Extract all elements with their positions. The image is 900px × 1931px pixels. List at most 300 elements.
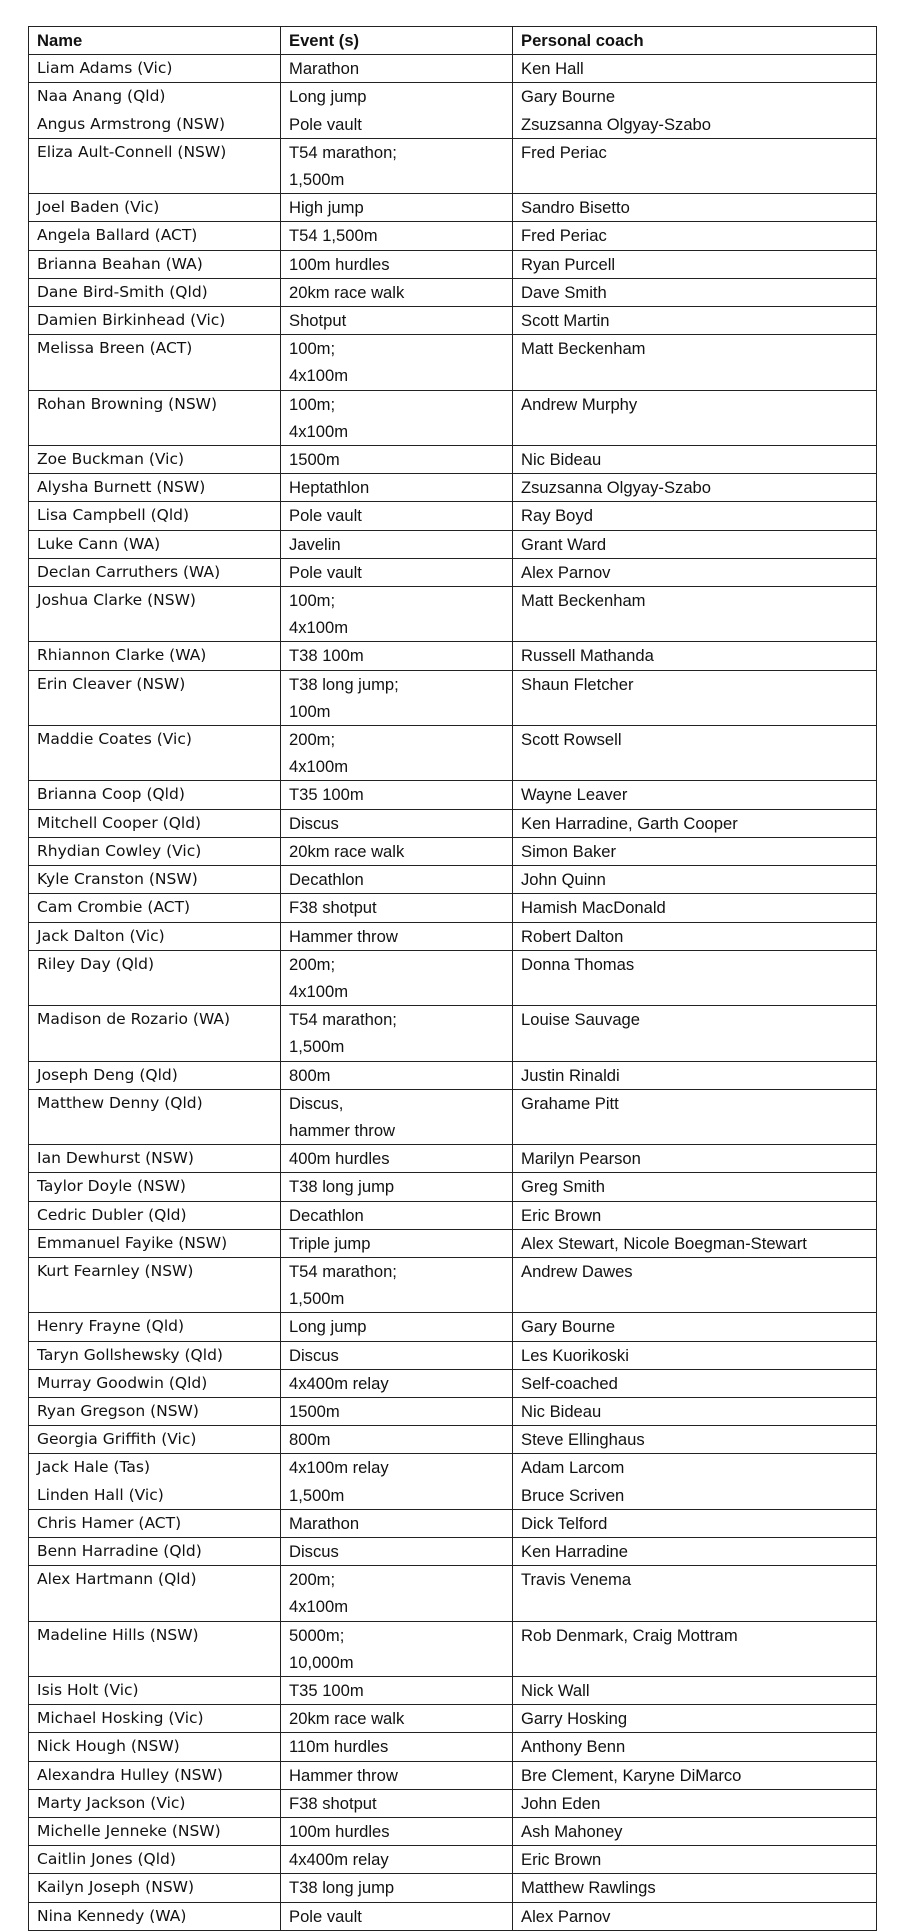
cell-coach-line: Zsuzsanna Olgyay-Szabo [521, 478, 712, 498]
table-row [29, 1201, 877, 1229]
cell-coach-line: Ken Hall [521, 59, 584, 79]
cell-event-line: 4x100m relay [289, 1458, 389, 1478]
cell-event [281, 866, 513, 894]
cell-name-line: Erin Cleaver (NSW) [37, 674, 186, 693]
cell-coach-line: Nick Wall [521, 1680, 590, 1700]
cell-event [281, 1006, 513, 1061]
cell-name-line: Angela Ballard (ACT) [37, 226, 198, 245]
cell-coach-line: Greg Smith [521, 1177, 605, 1197]
cell-coach [513, 1006, 877, 1061]
cell-coach [513, 558, 877, 586]
cell-name [29, 1369, 281, 1397]
cell-name-line: Brianna Coop (Qld) [37, 785, 185, 804]
cell-event [281, 642, 513, 670]
cell-event-line: 800m [289, 1430, 331, 1450]
cell-coach [513, 1061, 877, 1089]
cell-name-line: Ian Dewhurst (NSW) [37, 1149, 194, 1168]
cell-coach-line: Rob Denmark, Craig Mottram [521, 1625, 738, 1645]
cell-name-line: Taylor Doyle (NSW) [37, 1177, 186, 1196]
cell-event-line: 100m; [289, 339, 336, 359]
cell-coach-line: Shaun Fletcher [521, 674, 634, 694]
cell-name-line: Alex Hartmann (Qld) [37, 1570, 197, 1589]
table-row [29, 307, 877, 335]
cell-event [281, 1145, 513, 1173]
cell-name [29, 1621, 281, 1676]
cell-event [281, 1369, 513, 1397]
cell-coach-line: Fred Periac [521, 142, 607, 162]
cell-coach-line: Nic Bideau [521, 1401, 602, 1421]
cell-coach-line: Ash Mahoney [521, 1822, 623, 1841]
table-row [29, 1874, 877, 1902]
table-row [29, 138, 877, 193]
table-row [29, 502, 877, 530]
cell-coach [513, 726, 877, 781]
cell-name-line: Matthew Denny (Qld) [37, 1093, 203, 1112]
cell-coach [513, 194, 877, 222]
table-row [29, 1454, 877, 1509]
cell-event-line: hammer throw [289, 1120, 396, 1140]
cell-event-line: Pole vault [289, 506, 362, 526]
cell-event-line: Discus, [289, 1093, 344, 1113]
cell-event-line: 10,000m [289, 1652, 354, 1672]
table-row [29, 390, 877, 445]
cell-coach-line: Robert Dalton [521, 926, 624, 946]
cell-coach [513, 1089, 877, 1144]
table-row [29, 335, 877, 390]
cell-event-line: 4x100m [289, 757, 349, 777]
cell-name-line: Ryan Gregson (NSW) [37, 1401, 199, 1420]
cell-event-line: 4x100m [289, 421, 349, 441]
cell-name [29, 307, 281, 335]
cell-event [281, 55, 513, 83]
table-row [29, 866, 877, 894]
cell-name [29, 1089, 281, 1144]
cell-name [29, 558, 281, 586]
cell-event-line: Decathlon [289, 870, 364, 890]
cell-name-line: Kailyn Joseph (NSW) [37, 1878, 195, 1897]
cell-name [29, 1229, 281, 1257]
cell-coach-line: Marilyn Pearson [521, 1149, 641, 1169]
cell-name [29, 642, 281, 670]
cell-coach-line: Les Kuorikoski [521, 1345, 629, 1365]
table-row [29, 1509, 877, 1537]
cell-coach [513, 1733, 877, 1761]
cell-coach-line: Alex Parnov [521, 562, 611, 582]
table-row [29, 1257, 877, 1312]
cell-coach [513, 1621, 877, 1676]
cell-coach-line: Hamish MacDonald [521, 898, 666, 918]
cell-coach [513, 1257, 877, 1312]
cell-coach [513, 1426, 877, 1454]
cell-event-line: 100m; [289, 394, 336, 414]
cell-coach [513, 502, 877, 530]
cell-name [29, 1397, 281, 1425]
cell-name-line: Emmanuel Fayike (NSW) [37, 1233, 228, 1252]
cell-name [29, 1145, 281, 1173]
cell-name [29, 55, 281, 83]
cell-name-line: Rohan Browning (NSW) [37, 394, 218, 413]
cell-name-line: Joshua Clarke (NSW) [37, 591, 196, 610]
cell-coach [513, 922, 877, 950]
table-row [29, 781, 877, 809]
cell-coach-line: Ken Harradine, Garth Cooper [521, 813, 738, 833]
cell-event-line: Triple jump [289, 1233, 371, 1253]
cell-coach [513, 1509, 877, 1537]
cell-name [29, 1313, 281, 1341]
cell-event-line: 1500m [289, 1401, 340, 1421]
cell-coach [513, 1313, 877, 1341]
cell-event-line: 20km race walk [289, 282, 405, 302]
cell-coach-line: Eric Brown [521, 1205, 602, 1225]
cell-coach-line: Travis Venema [521, 1570, 632, 1590]
cell-coach [513, 446, 877, 474]
table-row [29, 1313, 877, 1341]
cell-name [29, 1201, 281, 1229]
table-row [29, 837, 877, 865]
cell-event-line: 1,500m [289, 1289, 345, 1309]
cell-name-line: Angus Armstrong (NSW) [37, 114, 226, 133]
cell-coach-line: Eric Brown [521, 1850, 602, 1870]
cell-name-line: Joseph Deng (Qld) [37, 1065, 178, 1084]
athlete-table-container [28, 26, 876, 1931]
cell-event [281, 194, 513, 222]
cell-name-line: Zoe Buckman (Vic) [37, 450, 185, 469]
cell-event-line: 1,500m [289, 170, 345, 190]
cell-event [281, 1061, 513, 1089]
table-row [29, 1761, 877, 1789]
cell-name-line: Cam Crombie (ACT) [37, 898, 191, 917]
cell-name-line: Eliza Ault-Connell (NSW) [37, 142, 227, 161]
cell-event [281, 83, 513, 138]
cell-name-line: Madeline Hills (NSW) [37, 1625, 199, 1644]
cell-event [281, 474, 513, 502]
cell-coach [513, 307, 877, 335]
cell-name-line: Benn Harradine (Qld) [37, 1541, 202, 1560]
cell-name-line: Rhiannon Clarke (WA) [37, 646, 207, 665]
cell-coach [513, 1341, 877, 1369]
cell-event-line: T35 100m [289, 785, 364, 805]
cell-name [29, 922, 281, 950]
table-row [29, 894, 877, 922]
cell-name [29, 1341, 281, 1369]
cell-name-line: Cedric Dubler (Qld) [37, 1205, 187, 1224]
cell-event [281, 222, 513, 250]
cell-name-line: Luke Cann (WA) [37, 534, 161, 553]
table-row [29, 1369, 877, 1397]
cell-event-line: 4x100m [289, 1597, 349, 1617]
cell-event-line: Marathon [289, 59, 360, 79]
cell-name [29, 83, 281, 138]
cell-coach-line: Scott Rowsell [521, 730, 622, 750]
cell-coach [513, 1789, 877, 1817]
cell-name-line: Rhydian Cowley (Vic) [37, 841, 202, 860]
cell-event [281, 1397, 513, 1425]
cell-coach-line: Donna Thomas [521, 954, 635, 974]
cell-name-line: Lisa Campbell (Qld) [37, 506, 190, 525]
cell-event-line: Javelin [289, 534, 341, 554]
cell-name-line: Riley Day (Qld) [37, 954, 154, 973]
cell-event [281, 502, 513, 530]
cell-event-line: Decathlon [289, 1205, 364, 1225]
cell-event-line: Pole vault [289, 114, 362, 134]
table-row [29, 1733, 877, 1761]
cell-event-line: 1500m [289, 450, 340, 470]
cell-event [281, 1229, 513, 1257]
cell-event-line: T54 marathon; [289, 142, 397, 162]
table-row [29, 1846, 877, 1874]
cell-name-line: Isis Holt (Vic) [37, 1680, 139, 1699]
table-row [29, 55, 877, 83]
cell-coach-line: Fred Periac [521, 226, 607, 246]
cell-coach-line: Matt Beckenham [521, 591, 646, 611]
table-row [29, 83, 877, 138]
cell-name [29, 250, 281, 278]
cell-name-line: Kurt Fearnley (NSW) [37, 1261, 194, 1280]
cell-event-line: T54 1,500m [289, 226, 378, 246]
table-row [29, 530, 877, 558]
table-row [29, 194, 877, 222]
cell-event-line: Long jump [289, 87, 367, 107]
cell-coach-line: Ryan Purcell [521, 254, 616, 274]
cell-coach-line: John Eden [521, 1793, 601, 1813]
cell-name-line: Linden Hall (Vic) [37, 1485, 164, 1504]
cell-name [29, 809, 281, 837]
cell-coach [513, 55, 877, 83]
table-row [29, 922, 877, 950]
cell-coach [513, 670, 877, 725]
cell-event-line: 20km race walk [289, 1709, 405, 1729]
cell-name-line: Naa Anang (Qld) [37, 87, 166, 106]
cell-name-line: Joel Baden (Vic) [37, 198, 160, 217]
cell-name [29, 138, 281, 193]
cell-coach [513, 1201, 877, 1229]
cell-event-line: 800m [289, 1065, 331, 1085]
cell-event [281, 781, 513, 809]
cell-name-line: Declan Carruthers (WA) [37, 562, 221, 581]
cell-name-line: Alysha Burnett (NSW) [37, 478, 206, 497]
cell-name-line: Caitlin Jones (Qld) [37, 1850, 176, 1869]
cell-event-line: T54 marathon; [289, 1261, 397, 1281]
table-row [29, 587, 877, 642]
cell-event-line: F38 shotput [289, 1793, 377, 1813]
cell-event-line: Heptathlon [289, 478, 370, 498]
cell-event [281, 670, 513, 725]
cell-name [29, 474, 281, 502]
cell-name-line: Murray Goodwin (Qld) [37, 1373, 208, 1392]
cell-name [29, 837, 281, 865]
cell-event [281, 278, 513, 306]
cell-coach-line: Dick Telford [521, 1513, 608, 1533]
cell-coach [513, 587, 877, 642]
cell-coach [513, 781, 877, 809]
cell-coach [513, 1397, 877, 1425]
cell-event [281, 390, 513, 445]
cell-name [29, 894, 281, 922]
header-row [29, 27, 877, 55]
cell-coach [513, 250, 877, 278]
cell-coach-line: Ken Harradine [521, 1541, 629, 1561]
cell-coach-line: Andrew Murphy [521, 394, 638, 414]
cell-coach-line: Matt Beckenham [521, 339, 646, 359]
cell-event-line: Long jump [289, 1317, 367, 1337]
table-row [29, 726, 877, 781]
cell-event [281, 1509, 513, 1537]
cell-name-line: Nick Hough (NSW) [37, 1737, 180, 1756]
cell-coach [513, 138, 877, 193]
cell-name [29, 781, 281, 809]
cell-event-line: 4x100m [289, 618, 349, 638]
cell-event [281, 1089, 513, 1144]
cell-event [281, 1257, 513, 1312]
cell-coach [513, 866, 877, 894]
cell-event-line: T38 long jump [289, 1177, 395, 1197]
cell-event-line: 400m hurdles [289, 1149, 390, 1169]
cell-event-line: T38 long jump; [289, 674, 399, 694]
table-row [29, 1676, 877, 1704]
cell-event [281, 250, 513, 278]
cell-event-line: 100m hurdles [289, 254, 390, 274]
cell-coach [513, 894, 877, 922]
cell-event-line: Discus [289, 1345, 339, 1365]
cell-event [281, 1537, 513, 1565]
table-row [29, 1566, 877, 1621]
cell-name [29, 1006, 281, 1061]
cell-event [281, 1789, 513, 1817]
cell-event [281, 1676, 513, 1704]
cell-name-line: Melissa Breen (ACT) [37, 339, 193, 358]
cell-event [281, 558, 513, 586]
cell-event [281, 1426, 513, 1454]
cell-coach-line: Bre Clement, Karyne DiMarco [521, 1765, 742, 1785]
cell-coach [513, 1566, 877, 1621]
cell-name-line: Henry Frayne (Qld) [37, 1317, 185, 1336]
cell-coach [513, 1229, 877, 1257]
cell-name [29, 1426, 281, 1454]
table-row [29, 446, 877, 474]
cell-event [281, 1566, 513, 1621]
cell-event-line: 100m hurdles [289, 1822, 390, 1841]
cell-coach [513, 390, 877, 445]
cell-coach-line: Bruce Scriven [521, 1485, 625, 1505]
cell-coach-line: Louise Sauvage [521, 1010, 641, 1030]
cell-name-line: Michael Hosking (Vic) [37, 1709, 204, 1728]
cell-event [281, 1818, 513, 1846]
cell-event [281, 1341, 513, 1369]
header-coach: Personal coach [513, 27, 877, 55]
cell-name [29, 502, 281, 530]
cell-name-line: Taryn Gollshewsky (Qld) [37, 1345, 223, 1364]
cell-event-line: 4x100m [289, 366, 349, 386]
cell-coach-line: Gary Bourne [521, 87, 616, 107]
cell-name [29, 1789, 281, 1817]
cell-coach-line: Zsuzsanna Olgyay-Szabo [521, 114, 712, 134]
cell-coach [513, 1705, 877, 1733]
cell-coach-line: Garry Hosking [521, 1709, 628, 1729]
cell-name-line: Maddie Coates (Vic) [37, 730, 192, 749]
table-row [29, 670, 877, 725]
cell-event [281, 1733, 513, 1761]
header-event: Event (s) [281, 27, 513, 55]
cell-name-line: Jack Dalton (Vic) [37, 926, 165, 945]
cell-coach-line: Ray Boyd [521, 506, 593, 526]
table-row [29, 1061, 877, 1089]
table-row [29, 1537, 877, 1565]
cell-event-line: Hammer throw [289, 1765, 398, 1785]
cell-event [281, 1313, 513, 1341]
cell-event [281, 587, 513, 642]
cell-name [29, 587, 281, 642]
cell-coach [513, 1818, 877, 1846]
table-row [29, 1173, 877, 1201]
table-row [29, 1145, 877, 1173]
cell-coach [513, 1369, 877, 1397]
cell-event [281, 1761, 513, 1789]
cell-name [29, 194, 281, 222]
cell-coach-line: Dave Smith [521, 282, 607, 302]
cell-name [29, 726, 281, 781]
cell-name [29, 1846, 281, 1874]
cell-coach [513, 1874, 877, 1902]
cell-event [281, 922, 513, 950]
cell-coach-line: Wayne Leaver [521, 785, 628, 805]
cell-event [281, 726, 513, 781]
cell-name [29, 1537, 281, 1565]
cell-event [281, 335, 513, 390]
cell-coach-line: John Quinn [521, 870, 606, 890]
cell-name-line: Alexandra Hulley (NSW) [37, 1765, 223, 1784]
cell-event-line: 4x100m [289, 981, 349, 1001]
table-row [29, 809, 877, 837]
cell-name [29, 1566, 281, 1621]
cell-coach-line: Justin Rinaldi [521, 1065, 620, 1085]
cell-name [29, 1818, 281, 1846]
cell-event [281, 1902, 513, 1930]
cell-name [29, 670, 281, 725]
cell-name [29, 1509, 281, 1537]
cell-event [281, 950, 513, 1005]
cell-name-line: Chris Hamer (ACT) [37, 1513, 182, 1532]
cell-name [29, 222, 281, 250]
cell-event-line: 200m; [289, 1570, 336, 1590]
cell-coach-line: Sandro Bisetto [521, 198, 630, 218]
cell-event-line: Pole vault [289, 1906, 362, 1926]
table-row [29, 1426, 877, 1454]
cell-name [29, 1874, 281, 1902]
cell-coach-line: Grahame Pitt [521, 1093, 619, 1113]
cell-event-line: 5000m; [289, 1625, 345, 1645]
table-row [29, 1006, 877, 1061]
cell-coach-line: Alex Parnov [521, 1906, 611, 1926]
cell-coach-line: Scott Martin [521, 311, 610, 331]
cell-coach-line: Grant Ward [521, 534, 607, 554]
cell-event-line: 100m; [289, 591, 336, 611]
cell-event-line: 1,500m [289, 1037, 345, 1057]
cell-event-line: Discus [289, 1541, 339, 1561]
header-name: Name [29, 27, 281, 55]
cell-event [281, 809, 513, 837]
table-row [29, 1229, 877, 1257]
cell-coach-line: Nic Bideau [521, 450, 602, 470]
cell-name-line: Damien Birkinhead (Vic) [37, 311, 226, 330]
cell-event [281, 1173, 513, 1201]
cell-coach-line: Matthew Rawlings [521, 1878, 656, 1898]
cell-event-line: 4x400m relay [289, 1850, 389, 1870]
cell-name-line: Jack Hale (Tas) [37, 1458, 150, 1477]
table-row [29, 1397, 877, 1425]
cell-event-line: T54 marathon; [289, 1010, 397, 1030]
cell-coach [513, 1846, 877, 1874]
cell-event [281, 837, 513, 865]
